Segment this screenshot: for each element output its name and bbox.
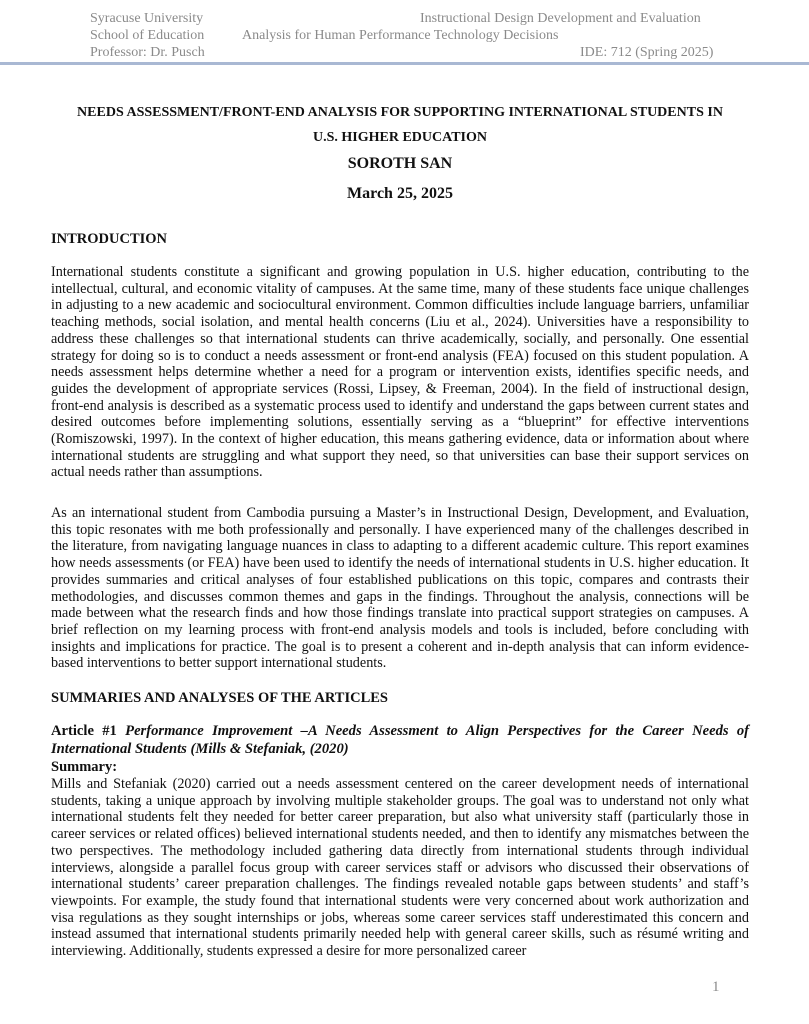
article-1-summary-text: Mills and Stefaniak (2020) carried out a needs assessment centered on the career development needs of international students, taking a unique approach by involving multiple stakeholder groups. The goal was to understand not only what international students felt they needed for better career preparation, but also what university staff (particularly those in career services or related offices) believed international students needed, and then to identify any mismatches between the two perspectives. The methodology included gathering data directly from international students through individual interviews, alongside a parallel focus group with career services staff or advisors who discussed their observations of international students’ career preparation challenges. The findings revealed notable gaps between students’ and staff’s viewpoints. For example, the study found that international students were very concerned about work authorization and visa regulations as they sought internships or jobs, whereas some career services staff underestimated this concern and instead assumed that international students primarily needed help with general career skills, such as résumé writing and interviewing. Additionally, students expressed a desire for more personalized career: [51, 776, 749, 960]
header-course: Analysis for Human Performance Technology Decisions: [242, 28, 559, 43]
report-title-line-1: NEEDS ASSESSMENT/FRONT-END ANALYSIS FOR SUPPORTING INTERNATIONAL STUDENTS IN: [77, 105, 723, 120]
header-divider: [0, 62, 809, 65]
header-course-code: IDE: 712 (Spring 2025): [580, 45, 714, 60]
introduction-paragraph-1: International students constitute a significant and growing population in U.S. higher education, contributing to the intellectual, cultural, and economic vitality of campuses. At the same time, many of these students face unique challenges in adjusting to a new academic and sociocultural environment. Common difficulties include language barriers, unfamiliar teaching methods, social isolation, and mental health concerns (Liu et al., 2024). Universities have a responsibility to address these challenges so that international students can thrive academically, socially, and personally. One essential strategy for doing so is to conduct a needs assessment or front-end analysis (FEA) focused on this student population. A needs assessment helps determine whether a need for a program or intervention exists, identifies specific needs, and guides the development of appropriate services (Rossi, Lipsey, & Freeman, 2004). In the field of instructional design, front-end analysis is described as a systematic process used to identify and understand the gaps between current states and desired outcomes before implementing solutions, essentially serving as a “blueprint” for effective interventions (Romiszowski, 1997). In the context of higher education, this means gathering evidence, data or information about where international students are struggling and what support they need, so that universities can base their support services on actual needs rather than assumptions.: [51, 264, 749, 481]
article-1-title: Performance Improvement –A Needs Assessment to Align Perspectives for the Career Needs of International Students (Mills & Stefaniak, (2020): [51, 723, 750, 757]
header-university: Syracuse University: [90, 11, 204, 26]
header-program: Instructional Design Development and Evaluation: [420, 11, 701, 26]
report-date: March 25, 2025: [347, 185, 453, 202]
header-school: School of Education: [90, 28, 205, 43]
report-title-line-2: U.S. HIGHER EDUCATION: [313, 130, 487, 145]
article-1-label: Article #1: [51, 723, 117, 739]
summaries-heading: SUMMARIES AND ANALYSES OF THE ARTICLES: [51, 690, 388, 706]
article-1-heading: [51, 722, 749, 758]
introduction-paragraph-2: As an international student from Cambodia pursuing a Master’s in Instructional Design, Development, and Evaluation, this topic resonates with me both professionally and personally. I have experienced many of the challenges described in the literature, from navigating language nuances in class to adapting to a different academic culture. This report examines how needs assessments (or FEA) have been used to identify the needs of international students in U.S. higher education. It provides summaries and critical analyses of four established publications on this topic, compares and contrasts their methodologies, and discusses common themes and gaps in the findings. Throughout the analysis, connections will be made between what the research finds and how those findings translate into practical support strategies on campuses. A brief reflection on my learning process with front-end analysis models and tools is included, before concluding with insights and implications for practice. The goal is to present a coherent and in-depth analysis that can inform evidence-based interventions to better support international students.: [51, 505, 749, 672]
page-number: 1: [712, 979, 720, 995]
introduction-heading: INTRODUCTION: [51, 231, 168, 247]
page-header: [0, 0, 809, 66]
article-1-summary-label: Summary:: [51, 759, 118, 775]
report-author: SOROTH SAN: [347, 155, 453, 172]
header-professor: Professor: Dr. Pusch: [90, 45, 205, 60]
